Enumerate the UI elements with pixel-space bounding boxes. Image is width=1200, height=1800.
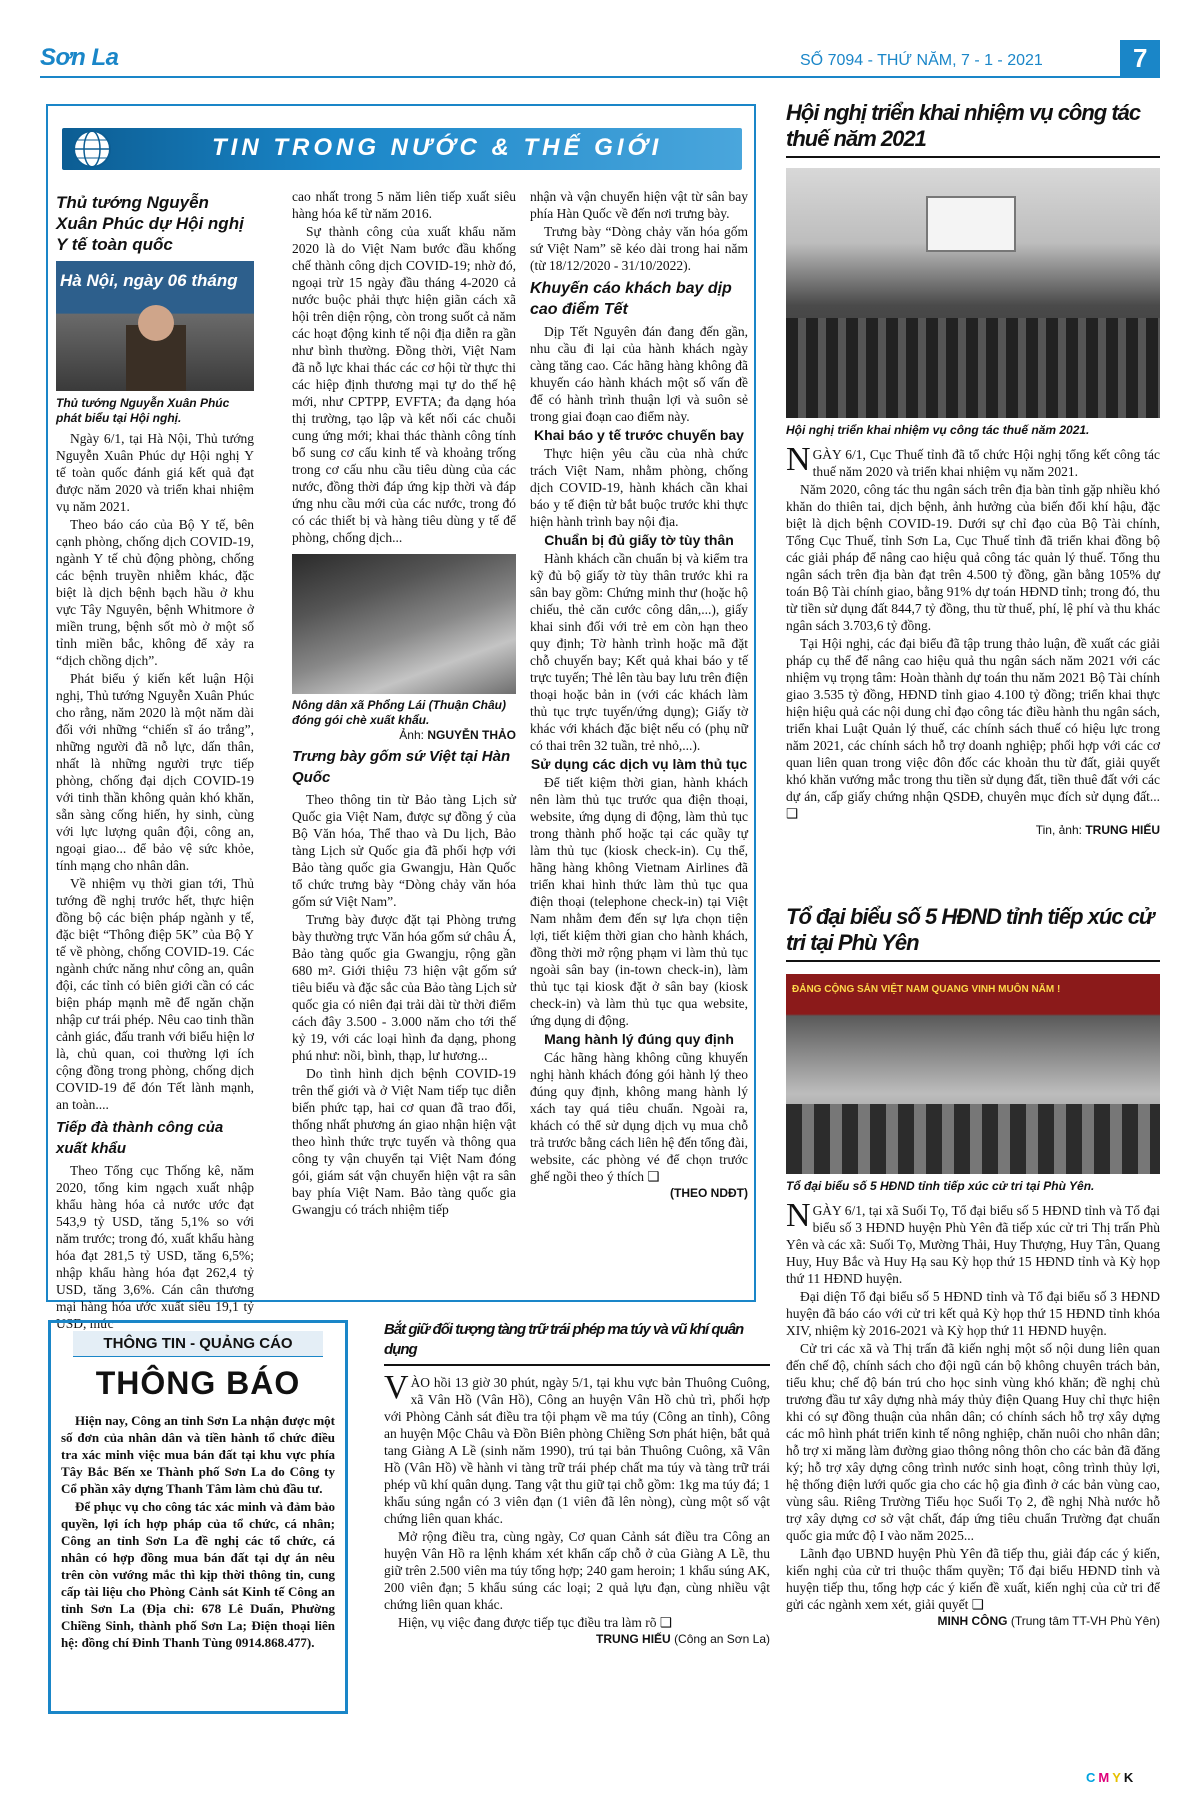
paragraph: Cử tri các xã và Thị trấn đã kiến nghị một số nội dung liên quan đến chế độ, chính sách cho đội ngũ cán bộ không chuyên trách bản, tiểu khu; chế độ bán trú cho học sinh vùng khó khăn; đề nghị chủ trương đầu tư xây dựng nhà máy thủy điện Quang Huy chỉ thực hiện khi có sự đồng thuận của nhân dân; có chính sách hỗ trợ xây dựng các mô hình phát triển kinh tế nông nghiệp, chăn nuôi cho nhân dân; hỗ trợ xi măng làm đường giao thông nông thôn cho các bản đã đăng ký; hỗ trợ xây dựng công trình nước sinh hoạt, công trình thủy lợi, hệ thống điện lưới quốc gia cho các hộ gia đình ở các bản vùng cao, vùng sâu. Riêng Trường Tiểu học Suối Tọ 2, đề nghị Nhà nước hỗ trợ xây dựng cơ sở vật chất, đáp ứng tiêu chuẩn Trường đạt chuẩn quốc gia mức độ I vào năm 2025... (786, 1341, 1160, 1543)
photo-caption: Hội nghị triển khai nhiệm vụ công tác thuế năm 2021. (786, 423, 1090, 437)
paragraph: Trưng bày được đặt tại Phòng trưng bày thường trực Văn hóa gốm sứ châu Á, Bảo tàng quốc gia Gwangju, rộng gần 680 m². Giới thiệu 73 hiện vật gốm sứ tiêu biểu và đặc sắc của Bảo tàng Lịch sử quốc gia có niên đại trải dài từ thời điểm cách đây 3.500 - 3.000 năm cho tới thế kỷ 19, với các loại hình đa dạng, phong phú như: nồi, bình, thạp, lư hương... (292, 912, 516, 1063)
globe-icon (64, 128, 124, 170)
article-title: Khuyến cáo khách bay dịp cao điểm Tết (530, 280, 732, 318)
ad-label: THÔNG TIN - QUẢNG CÁO (73, 1331, 323, 1357)
credit-name: TRUNG HIẾU (596, 1632, 671, 1646)
credit-name: NGUYỄN THẢO (427, 728, 516, 742)
photo-caption: Nông dân xã Phổng Lái (Thuận Châu) đóng gói chè xuất khẩu. (292, 698, 506, 727)
stage-screen (926, 196, 1016, 252)
photo-credit (292, 728, 516, 742)
article-flight-advice (530, 188, 748, 1296)
article-title: Thủ tướng Nguyễn Xuân Phúc dự Hội nghị Y tế toàn quốc (56, 193, 244, 254)
paragraph: Phát biểu ý kiến kết luận Hội nghị, Thủ tướng Nguyễn Xuân Phúc cho rằng, năm 2020 là một năm dài đối với những “chiến sĩ áo trắng”, những người đã nỗ lực, dấn thân, nhất là những người trực tiếp phòng, chống đại dịch COVID-19 với tinh thần không quản khó khăn, sẵn sàng cống hiến, hy sinh, cùng với lực lượng quân đội, công an, ngoại giao... để bảo vệ sức khỏe, tính mạng cho nhân dân. (56, 671, 254, 873)
article-voters-meeting (786, 904, 1160, 1714)
subhead: Khai báo y tế trước chuyến bay (534, 427, 744, 443)
paragraph: Năm 2020, công tác thu ngân sách trên địa bàn tỉnh gặp nhiều khó khăn do thiên tai, dịch bệnh, ảnh hưởng của biến đổi khí hậu, đặc biệt là dịch bệnh COVID-19. Dưới sự chỉ đạo của Bộ Tài chính, Tổng Cục Thuế, tỉnh Sơn La, Cục Thuế tỉnh đã triển khai đồng bộ các giải pháp để nâng cao hiệu quả công tác quản lý thuế. Tổng thu ngân sách trên địa bàn đạt trên 4.500 tỷ đồng, gần bằng 105% dự toán Bộ Tài chính giao, bằng 91% dự toán HĐND tỉnh; trong đó, thu từ tiền sử dụng đất 844,7 tỷ đồng, thu từ thuế, phí, lệ phí và thu khác ngân sách 3.703,6 tỷ đồng. (786, 482, 1160, 633)
paragraph: cao nhất trong 5 năm liên tiếp xuất siêu hàng hóa kể từ năm 2016. (292, 189, 516, 221)
header-rule (40, 76, 1160, 78)
article-pm-health (56, 188, 254, 1331)
cmyk-k: K (1123, 1770, 1137, 1785)
cmyk-y: Y (1112, 1770, 1124, 1785)
paragraph: Trưng bày “Dòng chảy văn hóa gốm sứ Việt Nam” sẽ kéo dài trong hai năm (từ 18/12/2020 - 31/10/2022). (530, 224, 748, 273)
ad-title: THÔNG BÁO (95, 1365, 301, 1401)
credit-org: (Trung tâm TT-VH Phù Yên) (1010, 1614, 1160, 1628)
paragraph: Theo Tổng cục Thống kê, năm 2020, tổng kim ngạch xuất nhập khẩu hàng hóa cả nước ước đạt 543,9 tỷ USD, tăng 5,1% so với năm trước; trong đó, xuất khẩu hàng hóa đạt 281,5 tỷ USD, tăng 6,5%; nhập khẩu hàng hóa đạt 262,4 tỷ USD, tăng 3,6%. Cán cân thương mại hàng hóa ước xuất siêu 19,1 tỷ USD, mức (56, 1163, 254, 1331)
article-title: Bắt giữ đối tượng tàng trữ trái phép ma túy và vũ khí quân dụng (384, 1320, 770, 1366)
article-export-continued (292, 188, 516, 1288)
photo-banner-text: ĐẢNG CỘNG SẢN VIỆT NAM QUANG VINH MUÔN NĂM ! (792, 984, 1061, 995)
photo-caption: Thủ tướng Nguyễn Xuân Phúc phát biểu tại Hội nghị. (56, 396, 230, 425)
article-title: Tổ đại biểu số 5 HĐND tỉnh tiếp xúc cử tri tại Phù Yên (786, 904, 1160, 962)
article-drug-arrest (384, 1320, 770, 1714)
section-name: Sơn La (40, 44, 119, 71)
credit-name: (THEO NDĐT) (670, 1186, 748, 1200)
paragraph: Sự thành công của xuất khẩu năm 2020 là do Việt Nam bước đầu khống chế thành công dịch COVID-19; nhờ đó, ngoại trừ 15 ngày đầu tháng 4-2020 cả nước buộc phải thực hiện giãn cách xã hội trên diện rộng, còn trong suốt cả năm các hoạt động kinh tế nội địa diễn ra gần như bình thường. Đồng thời, Việt Nam đã nỗ lực khai thác các cơ hội từ thực thi các hiệp định thương mại tự do thế hệ mới, như CPTPP, EVFTA; đa dạng hóa thị trường, tạo lập và kết nối các chuỗi cung ứng mới; khai thác thành công tính bổ sung cơ cấu kinh tế và khoảng trống trong cơ cấu nhu cầu tiêu dùng của các nước, đồng thời đáp ứng kịp thời và đáp ứng nhu cầu mới của các nước, trong đó có các thiết bị và hàng tiêu dùng y tế để phòng, chống dịch... (292, 224, 516, 545)
subhead: Sử dụng các dịch vụ làm thủ tục (530, 756, 748, 772)
paragraph: Do tình hình dịch bệnh COVID-19 trên thế giới và ở Việt Nam tiếp tục diễn biến phức tạp, hai cơ quan đã trao đổi, thống nhất phương án giao nhận hiện vật theo hình thức trực tuyến và thông qua công ty vận chuyển tại Việt Nam đóng gói, giám sát vận chuyển hiện vật ra sân bay phía Việt Nam. Bảo tàng quốc gia Gwangju có trách nhiệm tiếp (292, 1066, 516, 1217)
credit-label: Ảnh: (399, 728, 424, 742)
cmyk-c: C (1086, 1770, 1099, 1785)
paragraph: nhận và vận chuyển hiện vật từ sân bay phía Hàn Quốc về đến nơi trưng bày. (530, 189, 748, 221)
paragraph: Mở rộng điều tra, cùng ngày, Cơ quan Cảnh sát điều tra Công an huyện Vân Hồ ra lệnh khám xét khẩn cấp chỗ ở của Giàng A Lề, thu giữ trên 2.500 viên ma túy tổng hợp; 240 gam heroin; 1 khẩu súng AK, 200 viên đạn; 5 khẩu súng các loại; 2 quả lựu đạn, cùng nhiều vật chứng liên quan khác. (384, 1529, 770, 1612)
photo-caption: Tổ đại biểu số 5 HĐND tỉnh tiếp xúc cử tri tại Phù Yên. (786, 1179, 1095, 1193)
paragraph: Lãnh đạo UBND huyện Phù Yên đã tiếp thu, giải đáp các ý kiến, kiến nghị của cử tri thuộc thẩm quyền; Tổ đại biểu HĐND tỉnh và huyện tiếp thu, tổng hợp các ý kiến đề xuất, kiến nghị của cử tri để gửi các ngành xem xét, giải quyết ❑ (786, 1546, 1160, 1612)
speaker-figure (138, 305, 174, 341)
paragraph: Hành khách cần chuẩn bị và kiểm tra kỹ đủ bộ giấy tờ tùy thân trước khi ra sân bay gồm: Chứng minh thư (hoặc hộ chiếu, thẻ căn cước công dân,...), giấy khai sinh đối với trẻ em còn hạn theo quy định; Tờ hành trình hoặc mã đặt chỗ chuyến bay; Kết quả khai báo y tế trực tuyến; Thẻ lên tàu bay lưu trên điện thoại hoặc bản in (với các khách làm thủ tục trực tuyến/ứng dụng); Giấy tờ khác với khách đặc biệt nếu có (phụ nữ có thai trên 32 tuần, trẻ nhỏ,...). (530, 551, 748, 753)
paragraph: Đại diện Tổ đại biểu số 5 HĐND tỉnh và Tổ đại biểu số 3 HĐND huyện đã báo cáo với cử tri kết quả Kỳ họp thứ 15 HĐND tỉnh khóa XIV, nhiệm kỳ 2016-2021 và Kỳ họp thứ 11 HĐND huyện. (786, 1289, 1160, 1338)
article-credit (384, 1632, 770, 1646)
cmyk-marker (1086, 1770, 1136, 1785)
credit-name: MINH CÔNG (937, 1614, 1008, 1628)
meeting-table (786, 1104, 1160, 1174)
credit-label: Tin, ảnh: (1035, 823, 1082, 837)
issue-line: SỐ 7094 - THỨ NĂM, 7 - 1 - 2021 (800, 52, 1043, 69)
paragraph: Dịp Tết Nguyên đán đang đến gần, nhu cầu đi lại của hành khách ngày càng tăng cao. Các hãng hàng không đã khuyến cáo hành khách một số vấn đề để có hành trình thuận lợi và suôn sẻ trong giai đoạn cao điểm này. (530, 324, 748, 424)
paragraph: Về nhiệm vụ thời gian tới, Thủ tướng đề nghị trước hết, thực hiện đồng bộ các biện pháp ngành y tế, đặc biệt “Thông điệp 5K” của Bộ Y tế về phòng, chống COVID-19. Các ngành chức năng như công an, quân đội, các tỉnh có biên giới cần có các biện pháp mạnh mẽ để ngăn chặn nhập cư trái phép. Nêu cao tinh thần cảnh giác, đấu tranh với biểu hiện lơ là, chủ quan, coi thường lợi ích cộng đồng trong phòng, chống dịch COVID-19 để đón Tết lành mạnh, an toàn.... (56, 876, 254, 1112)
paragraph: Theo báo cáo của Bộ Y tế, bên cạnh phòng, chống dịch COVID-19, ngành Y tế chủ động phòng, chống các bệnh truyền nhiễm khác, đặc biệt là dịch bệnh bạch hầu ở khu vực Tây Nguyên, bệnh Whitmore ở miền trung, bệnh sốt mò ở một số tỉnh miền bắc, không để xảy ra “dịch chồng dịch”. (56, 517, 254, 668)
paragraph: NGÀY 6/1, tại xã Suối Tọ, Tổ đại biểu số 5 HĐND tỉnh và Tổ đại biểu số 3 HĐND huyện Phù Yên đã tiếp xúc cử tri Thị trấn Phù Yên và các xã: Suối Tọ, Mường Thải, Huy Thượng, Huy Tân, Quang Huy, Huy Bắc và Huy Hạ sau Kỳ họp thứ 15 HĐND tỉnh và Kỳ họp thứ 11 HĐND huyện. (786, 1197, 1160, 1286)
paragraph: Các hãng hàng không cũng khuyến nghị hành khách đóng gói hành lý theo đúng quy định, không mang hành lý xách tay quá tiêu chuẩn. Ngoài ra, khách có thể sử dụng dịch vụ mua chỗ trả trước bằng cách liên hệ đến tổng đài, website, các phòng vé để chọn trước ghế ngồi theo ý thích ❑ (530, 1050, 748, 1184)
tea-farmer-photo (292, 554, 516, 694)
voters-meeting-photo (786, 974, 1160, 1174)
ad-paragraph: Để phục vụ cho công tác xác minh và đảm bảo quyền, lợi ích hợp pháp của tổ chức, cá nhân; Công an tỉnh Sơn La đề nghị các tổ chức, cá nhân có hợp đồng mua bán đất tại dự án nêu trên còn vướng mắc thì kịp thời thông tin, cung cấp tài liệu cho Phòng Cảnh sát Kinh tế Công an tỉnh Sơn La (Địa chỉ: 678 Lê Duẩn, Phường Chiềng Sinh, thành phố Sơn La; Điện thoại liên hệ: đồng chí Đinh Thanh Tùng 0914.868.477). (61, 1499, 335, 1650)
article-title-ceramics: Trưng bày gốm sứ Việt tại Hàn Quốc (292, 748, 511, 786)
paragraph: VÀO hồi 13 giờ 30 phút, ngày 5/1, tại khu vực bản Thuông Cuông, xã Vân Hồ (Vân Hồ), Công an huyện Vân Hồ chủ trì, phối hợp với Phòng Cảnh sát điều tra tội phạm về ma túy (Công an tỉnh), Công an huyện Mộc Châu và Đồn Biên phòng Chiềng Sơn phát hiện, bắt quả tang Giàng A Lề (sinh năm 1990), trú tại bản Thuông Cuông, xã Vân Hồ (Vân Hồ) về hành vi tàng trữ trái phép chất ma túy và tàng trữ trái phép vũ khí quân dụng. Tang vật thu giữ tại chỗ gồm: 1kg ma túy đá; 1 khẩu súng ngắn có 3 viên đạn (1 viên đã lên nòng), cùng một số vật chứng liên quan khác. (384, 1369, 770, 1526)
audience-rows (786, 318, 1160, 418)
paragraph: NGÀY 6/1, Cục Thuế tỉnh đã tổ chức Hội nghị tổng kết công tác thuế năm 2020 và triển khai nhiệm vụ năm 2021. (786, 441, 1160, 479)
article-title-export: Tiếp đà thành công của xuất khẩu (56, 1119, 224, 1157)
subhead: Mang hành lý đúng quy định (544, 1031, 734, 1047)
article-title: Hội nghị triển khai nhiệm vụ công tác thuế năm 2021 (786, 100, 1160, 158)
ad-box (48, 1320, 348, 1714)
credit-name: TRUNG HIẾU (1085, 823, 1160, 837)
article-credit (786, 1614, 1160, 1628)
banner-label: TIN TRONG NƯỚC & THẾ GIỚI (212, 134, 663, 161)
ad-paragraph: Hiện nay, Công an tỉnh Sơn La nhận được một số đơn của nhân dân và tiền hành tổ chức điều tra xác minh việc mua bán đất tại khu vực phía Tây Bắc Bến xe Thành phố Sơn La do Công ty Cổ phần xây dựng Thanh Tâm làm chủ đầu tư. (61, 1413, 335, 1496)
photo-overlay-text: Hà Nội, ngày 06 tháng (60, 271, 238, 290)
tax-conference-photo (786, 168, 1160, 418)
cmyk-m: M (1098, 1770, 1113, 1785)
paragraph: Để tiết kiệm thời gian, hành khách nên làm thủ tục trước qua điện thoại, website, ứng dụng di động, làm thủ tục trong thành phố hoặc tại các quầy tự làm thủ tục (kiosk check-in). Cụ thể, hãng hàng không Vietnam Airlines đã triển khai hình thức làm thủ tục qua điện thoại (telephone check-in) tại Việt Nam nhằm đem đến sự lựa chọn tiện lợi, tiết kiệm thời gian cho hành khách, đồng thời mở rộng phạm vi làm thủ tục ngoài sân bay (in-town check-in), làm thủ tục tại kiosk đặt ở sân bay (kiosk check-in) và làm thủ tục qua website, ứng dụng di động. (530, 775, 748, 1028)
article-tax-conference (786, 100, 1160, 900)
article-credit (786, 823, 1160, 837)
article-credit (530, 1186, 748, 1200)
credit-org: (Công an Sơn La) (674, 1632, 770, 1646)
paragraph: Thực hiện yêu cầu của nhà chức trách Việt Nam, nhằm phòng, chống dịch COVID-19, hành khách cần khai báo y tế điện tử bắt buộc trước khi thực hiện hành trình bay nội địa. (530, 446, 748, 529)
paragraph: Tại Hội nghị, các đại biểu đã tập trung thảo luận, đề xuất các giải pháp cụ thể để nâng cao hiệu quả thu ngân sách năm 2021 với các nhiệm vụ trọng tâm: Hoàn thành dự toán thu năm 2021 Bộ Tài chính giao 3.535 tỷ đồng, HĐND tỉnh giao 4.100 tỷ đồng; triển khai thực hiện hiệu quả các nội dung chỉ đạo công tác điều hành thu ngân sách, triển khai Luật Quản lý thuế, các chính sách thuế có hiệu lực trong năm 2021, các chính sách hỗ trợ doanh nghiệp; phối hợp với các cơ quan liên quan trong việc đôn đốc các khoản thu từ đất, giải quyết khó khăn vướng mắc trong thu tiền sử dụng đất, tiền thuê đất với các dự án, cấp giấy chứng nhận QSDĐ, chuyên mục đích sử dụng đất... ❑ (786, 636, 1160, 821)
paragraph: Ngày 6/1, tại Hà Nội, Thủ tướng Nguyễn Xuân Phúc dự Hội nghị Y tế toàn quốc đánh giá kết quả đạt được năm 2020 và triển khai nhiệm vụ năm 2021. (56, 431, 254, 514)
paragraph: Theo thông tin từ Bảo tàng Lịch sử Quốc gia Việt Nam, được sự đồng ý của Bộ Văn hóa, Thể thao và Du lịch, Bảo tàng Lịch sử Quốc gia đã phối hợp với Bảo tàng quốc gia Gwangju, Hàn Quốc tổ chức trưng bày “Dòng chảy văn hóa gốm sứ Việt Nam”. (292, 792, 516, 909)
subhead: Chuẩn bị đủ giấy tờ tùy thân (544, 532, 734, 548)
pm-photo (56, 261, 254, 391)
paragraph: Hiện, vụ việc đang được tiếp tục điều tra làm rõ ❑ (398, 1615, 672, 1630)
banner (62, 128, 742, 170)
page-number: 7 (1120, 40, 1160, 76)
